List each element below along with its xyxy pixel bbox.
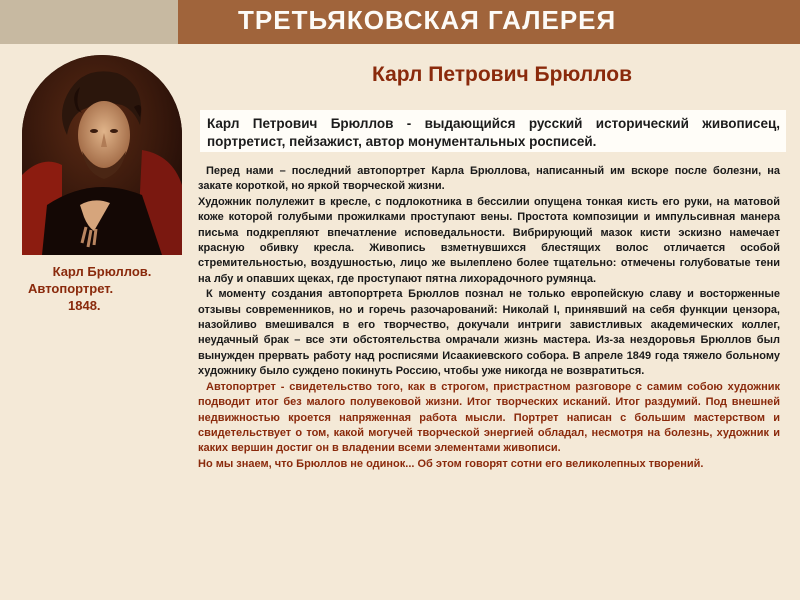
- paragraph-biography: К моменту создания автопортрета Брюллов познал не только европейскую славу и восторженные отзывы современников, но и горечь разочарований: Николай I, принявший на себя функции цензора, назойливо вмешивался в его творчество, докучали интриги завистливых академических коллег, неудачный брак – все эти обстоятельства омрачали жизнь мастера. Из-за нездоровья Брюллов был вынужден прервать работу над росписями Исаакиевского собора. В апреле 1849 года тяжело больному художнику было суждено покинуть Россию, чтобы уже никогда не возвратиться.: [198, 288, 780, 378]
- portrait-caption: [22, 263, 182, 314]
- article-body: [198, 164, 780, 472]
- self-portrait-image: [22, 55, 182, 255]
- paragraph-description: Художник полулежит в кресле, с подлокотника в бессилии опущена тонкая кисть его руки, на матовой коже которой голубыми прожилками проступают вены. Простота композиции и импульсивная манера письма подкрепляют впечатление исповедальности. Вибрирующий мазок кисти эскизно намечает красную обивку кресла. Живопись взметнувшихся блестящих волос отличается особой стремительностью, воздушностью, лицо же вылеплено более тщательно: отмечены голубоватые тени на лбу и опавших щеках, где проступают пятна лихорадочного румянца.: [198, 195, 780, 285]
- caption-artist: Карл Брюллов.: [52, 264, 152, 279]
- paragraph-intro: Перед нами – последний автопортрет Карла Брюллова, написанный им вскоре после болезни, на закате короткой, но яркой творческой жизни.: [198, 165, 780, 193]
- paragraph-closing: Но мы знаем, что Брюллов не одинок... Об этом говорят сотни его великолепных творений.: [198, 457, 704, 470]
- paragraph-significance: Автопортрет - свидетельство того, как в строгом, пристрастном разговоре с самим собою художник подводит итог без малого полувековой жизни. Итог творческих исканий. Итог раздумий. Под внешней недвижностью кроется напряженная работа мысли. Портрет написан с большим мастерством и свидетельствует о том, какой могучей творческой энергией обладал, несмотря на болезнь, художник и каких вершин достиг он в владении всеми элементами живописи.: [198, 380, 780, 455]
- page-title: ТРЕТЬЯКОВСКАЯ ГАЛЕРЕЯ: [238, 5, 617, 35]
- portrait-illustration: [22, 55, 182, 255]
- subject-name: Карл Петрович Брюллов: [372, 63, 632, 86]
- caption-title: Автопортрет.: [28, 281, 114, 296]
- lead-paragraph: Карл Петрович Брюллов - выдающийся русский исторический живописец, портретист, пейзажист, автор монументальных росписей.: [207, 116, 780, 149]
- header-accent-block: [0, 0, 178, 44]
- caption-year: 1848.: [68, 298, 101, 313]
